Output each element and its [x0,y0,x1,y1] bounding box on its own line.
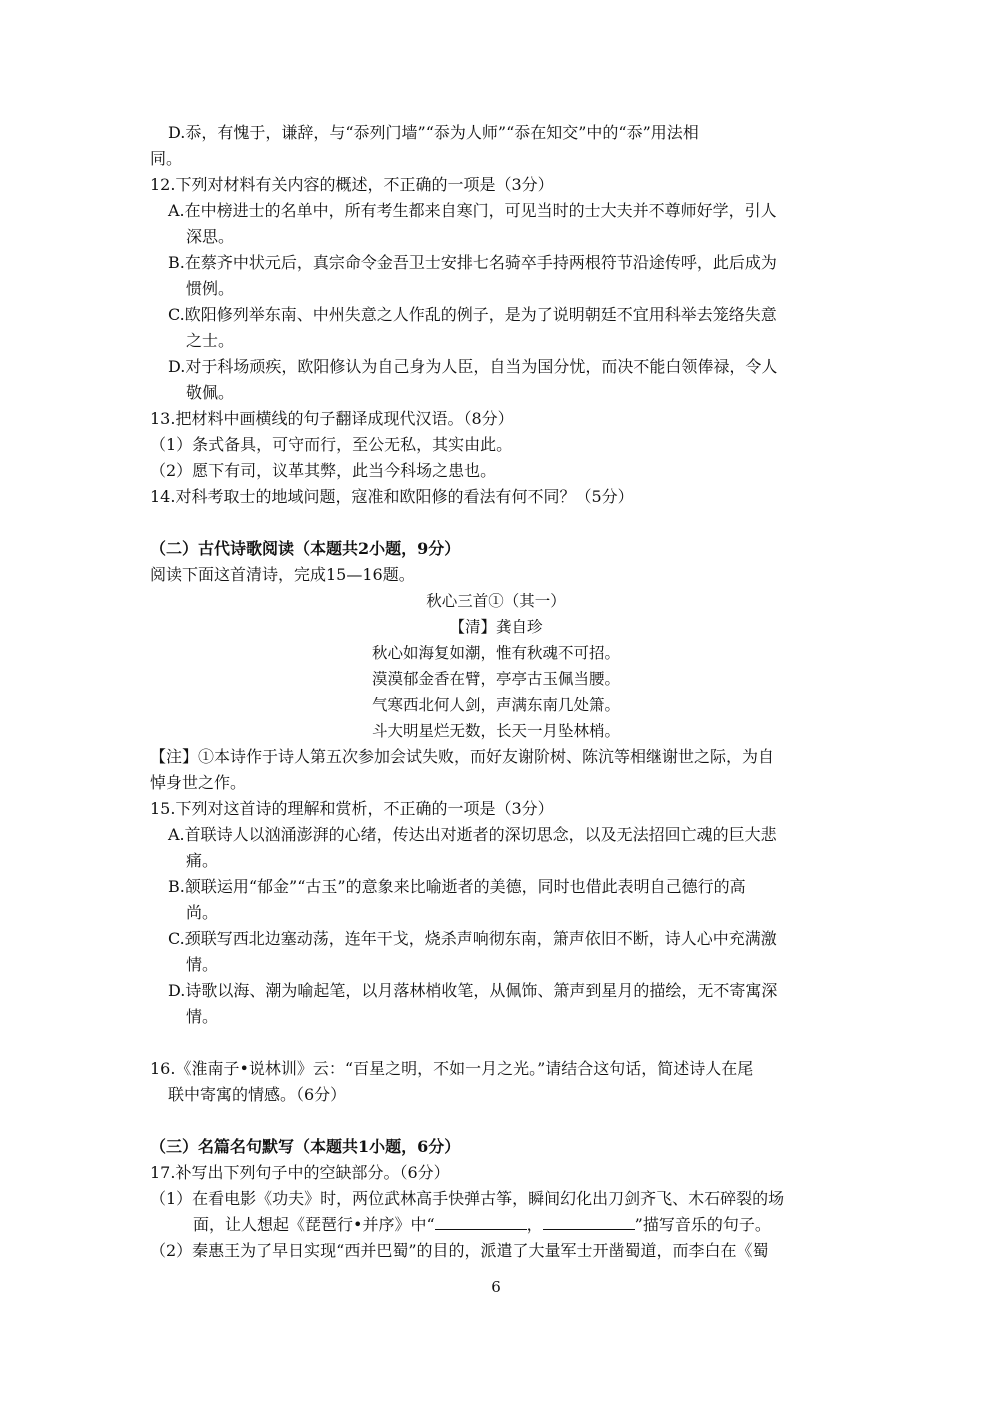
q15-option-c-line1: C.颈联写西北边塞动荡，连年干戈，烧杀声响彻东南，箫声依旧不断，诗人心中充满激 [168,929,777,948]
q17-item-1-line1: （1）在看电影《功夫》时，两位武林高手快弹古筝，瞬间幻化出刀剑齐飞、木石碎裂的场 [150,1189,785,1208]
q12-option-a-line1: A.在中榜进士的名单中，所有考生都来自寒门，可见当时的士大夫并不尊师好学，引人 [168,201,777,220]
answer-blank-2[interactable] [543,1215,635,1230]
poem-line-2: 漠漠郁金香在臂，亭亭古玉佩当腰。 [371,670,620,688]
section-heading-recitation: （三）名篇名句默写（本题共1小题，6分） [150,1137,461,1156]
q15-option-c-line2: 情。 [186,955,219,974]
q12-option-d-line2: 敬佩。 [186,383,235,402]
q12-option-b-line2: 惯例。 [186,279,235,298]
q13-item-1: （1）条式备具，可守而行，至公无私，其实由此。 [150,435,513,454]
q17-item-1-prefix: 面，让人想起《琵琶行•并序》中“ [193,1215,435,1234]
question-17: 17.补写出下列句子中的空缺部分。（6分） [150,1163,450,1182]
answer-blank-1[interactable] [435,1215,527,1230]
poem-note-line1: 【注】①本诗作于诗人第五次参加会试失败，而好友谢阶树、陈沆等相继谢世之际，为自 [150,747,775,766]
q15-option-a-line2: 痛。 [186,851,219,870]
q13-item-2: （2）愿下有司，议革其弊，此当今科场之患也。 [150,461,497,480]
poem-title: 秋心三首①（其一） [426,592,566,610]
q17-item-2-line1: （2）秦惠王为了早日实现“西并巴蜀”的目的，派遣了大量军士开凿蜀道，而李白在《蜀 [150,1241,769,1260]
poem-line-4: 斗大明星烂无数，长天一月坠林梢。 [371,722,620,740]
q15-option-b-line2: 尚。 [186,903,219,922]
option-d-line2: 同。 [150,149,183,168]
poem-line-1: 秋心如海复如潮，惟有秋魂不可招。 [371,644,620,662]
poetry-intro: 阅读下面这首清诗，完成15—16题。 [150,565,415,584]
question-13: 13.把材料中画横线的句子翻译成现代汉语。（8分） [150,409,514,428]
page-number: 6 [491,1278,501,1296]
section-heading-poetry: （二）古代诗歌阅读（本题共2小题，9分） [150,539,461,558]
question-16-line2: 联中寄寓的情感。（6分） [168,1085,347,1104]
q17-item-1-suffix: ”描写音乐的句子。 [634,1215,771,1234]
q12-option-b-line1: B.在蔡齐中状元后，真宗命令金吾卫士安排七名骑卒手持两根符节沿途传呼，此后成为 [168,253,777,272]
option-d-line1: D.忝，有愧于，谦辞，与“忝列门墙”“忝为人师”“忝在知交”中的“忝”用法相 [168,123,699,142]
poem-author: 【清】龚自珍 [449,618,543,636]
question-15: 15.下列对这首诗的理解和赏析，不正确的一项是（3分） [150,799,554,818]
q17-item-1-line2 [193,1214,771,1236]
q15-option-b-line1: B.颔联运用“郁金”“古玉”的意象来比喻逝者的美德，同时也借此表明自己德行的高 [168,877,746,896]
question-16-line1: 16.《淮南子•说林训》云：“百星之明，不如一月之光。”请结合这句话，简述诗人在尾 [150,1059,754,1078]
q15-option-d-line1: D.诗歌以海、潮为喻起笔，以月落林梢收笔，从佩饰、箫声到星月的描绘，无不寄寓深 [168,981,778,1000]
poem-note-line2: 悼身世之作。 [150,773,247,792]
question-12: 12.下列对材料有关内容的概述，不正确的一项是（3分） [150,175,554,194]
q15-option-d-line2: 情。 [186,1007,219,1026]
q12-option-d-line1: D.对于科场顽疾，欧阳修认为自己身为人臣，自当为国分忧，而决不能白领俸禄，令人 [168,357,778,376]
q12-option-c-line2: 之士。 [186,331,235,350]
q15-option-a-line1: A.首联诗人以汹涌澎湃的心绪，传达出对逝者的深切思念，以及无法招回亡魂的巨大悲 [168,825,777,844]
poem-line-3: 气寒西北何人剑，声满东南几处箫。 [371,696,620,714]
q12-option-c-line1: C.欧阳修列举东南、中州失意之人作乱的例子，是为了说明朝廷不宜用科举去笼络失意 [168,305,777,324]
q12-option-a-line2: 深思。 [186,227,235,246]
q17-item-1-separator: ， [526,1215,543,1234]
question-14: 14.对科考取士的地域问题，寇准和欧阳修的看法有何不同？（5分） [150,487,634,506]
